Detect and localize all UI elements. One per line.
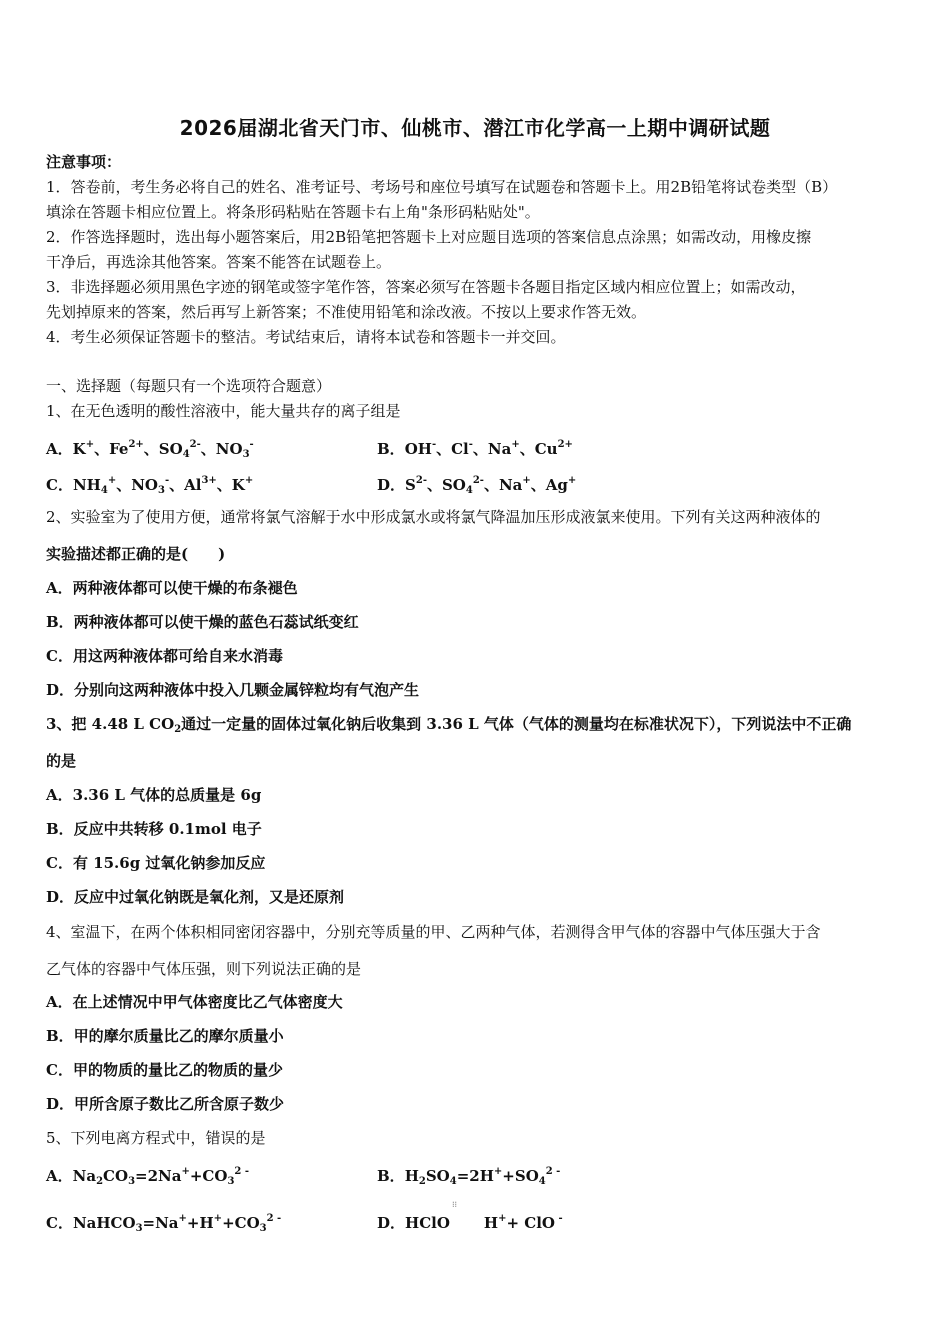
q4-option-c: C．甲的物质的量比乙的物质的量少 — [46, 1061, 283, 1079]
question-3-stem-cont: 的是 — [46, 752, 77, 770]
q2-option-b: B．两种液体都可以使干燥的蓝色石蕊试纸变红 — [46, 613, 359, 631]
question-5-stem: 5、下列电离方程式中，错误的是 — [46, 1129, 266, 1147]
q5-option-d: D．HClO H++ ClO - — [377, 1213, 563, 1232]
question-2-stem: 2、实验室为了使用方便，通常将氯气溶解于水中形成氯水或将氯气降温加压形成液氯来使用。下列有关这两种液体的 — [46, 508, 821, 526]
notice-line: 4．考生必须保证答题卡的整洁。考试结束后，请将本试卷和答题卡一并交回。 — [46, 328, 566, 346]
notice-line: 3．非选择题必须用黑色字迹的钢笔或签字笔作答，答案必须写在答题卡各题目指定区域内相应位置上；如需改动， — [46, 278, 806, 296]
notice-line: 先划掉原来的答案，然后再写上新答案；不准使用铅笔和涂改液。不按以上要求作答无效。 — [46, 303, 647, 321]
q3-option-a: A．3.36 L 气体的总质量是 6g — [46, 786, 262, 804]
q5-option-b: B．$H_2SO_4=2H^++SO_4^{2 -}$ — [377, 1166, 561, 1187]
notice-line: 干净后，再选涂其他答案。答案不能答在试题卷上。 — [46, 253, 392, 271]
equilibrium-mark-icon: ⁝⁝ — [452, 1200, 458, 1209]
q3-option-b: B．反应中共转移 0.1mol 电子 — [46, 820, 262, 838]
q4-option-b: B．甲的摩尔质量比乙的摩尔质量小 — [46, 1027, 284, 1045]
q1-option-d: D．$S^{2-}$、$SO_4^{2-}$、Na+、Ag+ — [377, 475, 577, 496]
q1-option-b: B．OH-、Cl-、Na+、$Cu^{2+}$ — [377, 439, 573, 458]
q3-option-d: D．反应中过氧化钠既是氧化剂，又是还原剂 — [46, 888, 345, 906]
question-3-stem: 3、把 4.48 L $CO_2$通过一定量的固体过氧化钠后收集到 3.36 L 气体（气体的测量均在标准状况下），下列说法中不正确 — [46, 715, 852, 735]
question-4-stem-cont: 乙气体的容器中气体压强，则下列说法正确的是 — [46, 960, 362, 978]
q2-option-a: A．两种液体都可以使干燥的布条褪色 — [46, 579, 298, 597]
notice-line: 2．作答选择题时，选出每小题答案后，用2B铅笔把答题卡上对应题目选项的答案信息点涂黑；如需改动，用橡皮擦 — [46, 228, 812, 246]
page-title: 2026届湖北省天门市、仙桃市、潜江市化学高一上期中调研试题 — [179, 116, 771, 140]
q3-option-c: C．有 15.6g 过氧化钠参加反应 — [46, 854, 266, 872]
q5-option-c: C．$NaHCO_3=Na^++H^++CO_3^{2 -}$ — [46, 1213, 282, 1234]
notice-line: 1．答卷前，考生务必将自己的姓名、准考证号、考场号和座位号填写在试题卷和答题卡上。用2B铅笔将试卷类型（B） — [46, 178, 838, 196]
q4-option-d: D．甲所含原子数比乙所含原子数少 — [46, 1095, 285, 1113]
notice-heading: 注意事项： — [46, 153, 122, 171]
q5-option-a: A．$Na_2CO_3=2Na^++CO_3^{2 -}$ — [46, 1166, 249, 1187]
question-4-stem: 4、室温下，在两个体积相同密闭容器中，分别充等质量的甲、乙两种气体，若测得含甲气体的容器中气体压强大于含 — [46, 923, 821, 941]
q2-option-c: C．用这两种液体都可给自来水消毒 — [46, 647, 283, 665]
q4-option-a: A．在上述情况中甲气体密度比乙气体密度大 — [46, 993, 343, 1011]
notice-line: 填涂在答题卡相应位置上。将条形码粘贴在答题卡右上角"条形码粘贴处"。 — [46, 203, 540, 221]
q1-option-c: C．$NH_4^+$、$NO_3^-$、$Al^{3+}$、K+ — [46, 475, 254, 496]
section-heading: 一、选择题（每题只有一个选项符合题意） — [46, 377, 332, 395]
q1-option-a: A．K+、$Fe^{2+}$、$SO_4^{2-}$、$NO_3^-$ — [46, 439, 254, 460]
question-1-stem: 1、在无色透明的酸性溶液中，能大量共存的离子组是 — [46, 402, 401, 420]
q2-option-d: D．分别向这两种液体中投入几颗金属锌粒均有气泡产生 — [46, 681, 420, 699]
question-2-stem-cont: 实验描述都正确的是( ) — [46, 545, 226, 563]
